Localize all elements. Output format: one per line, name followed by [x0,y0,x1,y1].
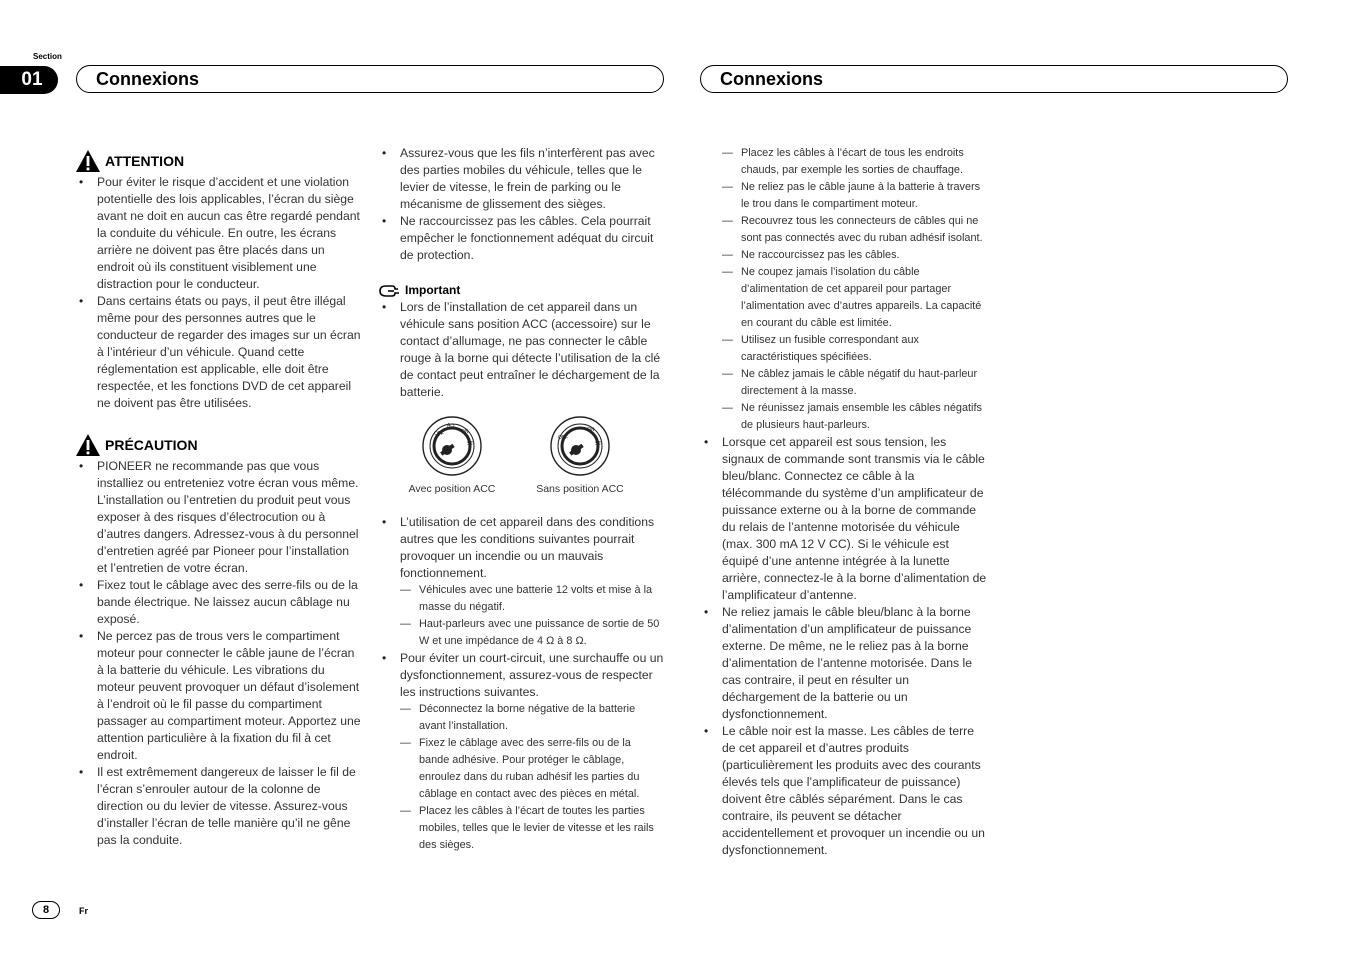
list-item: • PIONEER ne recommande pas que vous installiez ou entreteniez votre écran vous même. L’installation ou l’entretien du produit peut vous exposer à des risques d’électrocution ou à d’autres dangers. Adressez-vous à du personnel d’entretien agréé par Pioneer pour l’installation et l’entretien de votre écran. [75,458,362,577]
svg-text:ON: ON [461,429,469,435]
precaution-heading [75,433,362,457]
language-code: Fr [79,906,88,916]
dash-item: — Recouvrez tous les connecteurs de câbles qui ne sont pas connectés avec du ruban adhésif isolant. [722,213,987,247]
precaution-title: PRÉCAUTION [105,436,198,453]
dash-item: — Utilisez un fusible correspondant aux caractéristiques spécifiées. [722,332,987,366]
svg-text:ON: ON [587,427,595,433]
column-2 [378,145,664,854]
dash-item: — Ne réunissez jamais ensemble les câbles négatifs de plusieurs haut-parleurs. [722,400,987,434]
list-item: • Pour éviter le risque d’accident et une violation potentielle des lois applicables, l’écran du siège avant ne doit en aucun cas être regardé pendant la conduite du véhicule. En outre, les écrans arrière ne doivent pas être placés dans un endroit où ils constituent visiblement une distraction pour le conducteur. [75,174,362,293]
section-number-tab: 01 [0,66,58,94]
section-label: Section [33,52,62,61]
conditions-list [378,514,664,854]
figure-with-acc [392,415,512,498]
figure-caption: Avec position ACC [408,483,496,495]
list-item: • Ne percez pas de trous vers le compartiment moteur pour connecter le câble jaune de l’écran à la batterie du véhicule. Les vibrations du moteur peuvent provoquer un défaut d’isolement à l’endroit où le fil passe du compartiment passager au compartiment moteur. Apportez une attention particulière à la fixation du fil à cet endroit. [75,628,362,764]
ignition-switch-acc-icon [421,415,483,477]
dash-item: — Ne coupez jamais l’isolation du câble d’alimentation de cet appareil pour partager l’alimentation avec d’autres appareils. La capacité en courant du câble est limitée. [722,264,987,332]
attention-title: ATTENTION [105,152,185,169]
ignition-figures [392,415,640,498]
list-item: • Le câble noir est la masse. Les câbles de terre de cet appareil et d’autres produits (particulièrement les produits avec des courants élevés tels que l’amplificateur de puissance) doivent être câblés séparément. Dans le cas contraire, ils peuvent se détacher accidentellement et provoquer un incendie ou un dysfonctionnement. [700,723,987,859]
list-item-text: • Pour éviter un court-circuit, une surchauffe ou un dysfonctionnement, assurez-vous de respecter les instructions suivantes. [400,651,664,699]
svg-text:OFF: OFF [434,431,444,437]
list-item: • Ne reliez jamais le câble bleu/blanc à la borne d’alimentation d’un amplificateur de puissance externe. De même, ne le reliez pas à la borne d’alimentation de l’antenne motorisée. Dans le cas contraire, il peut en résulter un déchargement de la batterie ou un dysfonctionnement. [700,604,987,723]
important-hand-icon [378,284,402,298]
dash-item: — Placez les câbles à l’écart de tous les endroits chauds, par exemple les sorties de chauffage. [722,145,987,179]
page-number: 8 [32,901,60,919]
dash-item: — Ne reliez pas le câble jaune à la batterie à travers le trou dans le compartiment moteur. [722,179,987,213]
figure-without-acc [520,415,640,498]
precautions-dash-list [700,145,987,434]
attention-list [75,174,362,412]
column-1 [75,149,362,849]
figure-caption: Sans position ACC [536,483,624,495]
dash-item: — Véhicules avec une batterie 12 volts et mise à la masse du négatif. [400,582,664,616]
precaution-list [75,458,362,849]
dash-item: — Placez les câbles à l’écart de toutes les parties mobiles, telles que le levier de vitesse et les rails des sièges. [400,803,664,854]
svg-text:OFF: OFF [558,435,568,441]
wiring-list [378,145,664,264]
dash-item: — Ne câblez jamais le câble négatif du haut-parleur directement à la masse. [722,366,987,400]
important-title: Important [405,283,461,297]
attention-heading [75,149,362,173]
cable-list [700,434,987,859]
important-list [378,299,664,401]
list-item: • Dans certains états ou pays, il peut être illégal même pour des personnes autres que le conducteur de regarder des images sur un écran à l’intérieur d’un véhicule. Quand cette réglementation est applicable, elle doit être respectée, et les fonctions DVD de cet appareil ne doivent pas être utilisées. [75,293,362,412]
dash-item: — Déconnectez la borne négative de la batterie avant l’installation. [400,701,664,735]
list-item: • Lorsque cet appareil est sous tension, les signaux de commande sont transmis via le câble bleu/blanc. Connectez ce câble à la télécommande du système d’un amplificateur de puissance externe ou à la borne de commande du relais de l’antenne motorisée du véhicule (max. 300 mA 12 V CC). Si le véhicule est équipé d’une antenne intégrée à la lunette arrière, connectez-le à la borne d’alimentation de l’amplificateur d’antenne. [700,434,987,604]
conditions-dash-list [378,582,664,650]
list-item: • Assurez-vous que les fils n’interfèrent pas avec des parties mobiles du véhicule, telles que le levier de vitesse, le frein de parking ou le mécanisme de glissement des sièges. [378,145,664,213]
svg-text:ST: ST [595,441,602,447]
svg-text:ST: ST [467,441,474,447]
warning-triangle-icon [75,433,101,457]
left-page-title: Connexions [76,65,664,93]
shortcircuit-dash-list [378,701,664,854]
important-heading [378,282,664,299]
warning-triangle-icon [75,149,101,173]
dash-item: — Ne raccourcissez pas les câbles. [722,247,987,264]
list-item: • Ne raccourcissez pas les câbles. Cela pourrait empêcher le fonctionnement adéquat du circuit de protection. [378,213,664,264]
svg-text:Acc: Acc [447,423,456,429]
right-page-title: Connexions [700,65,1288,93]
column-3 [700,145,987,859]
list-item [378,650,664,854]
list-item: • Il est extrêmement dangereux de laisser le fil de l’écran s’enrouler autour de la colonne de direction ou du levier de vitesse. Assurez-vous d’installer l’écran de telle manière qu’il ne gêne pas la conduite. [75,764,362,849]
list-item: • Lors de l’installation de cet appareil dans un véhicule sans position ACC (accessoire) sur le contact d’allumage, ne pas connecter le câble rouge à la borne qui détecte l’utilisation de la clé de contact peut entraîner le déchargement de la batterie. [378,299,664,401]
list-item [378,514,664,650]
dash-item: — Haut-parleurs avec une puissance de sortie de 50 W et une impédance de 4 Ω à 8 Ω. [400,616,664,650]
list-item-text: • L’utilisation de cet appareil dans des conditions autres que les conditions suivantes pourrait provoquer un incendie ou un mauvais fonctionnement. [400,515,655,580]
dash-item: — Fixez le câblage avec des serre-fils ou de la bande adhésive. Pour protéger le câblage, enroulez dans du ruban adhésif les parties du câblage en contact avec des pièces en métal. [400,735,664,803]
ignition-switch-no-acc-icon [549,415,611,477]
list-item: • Fixez tout le câblage avec des serre-fils ou de la bande électrique. Ne laissez aucun câblage nu exposé. [75,577,362,628]
